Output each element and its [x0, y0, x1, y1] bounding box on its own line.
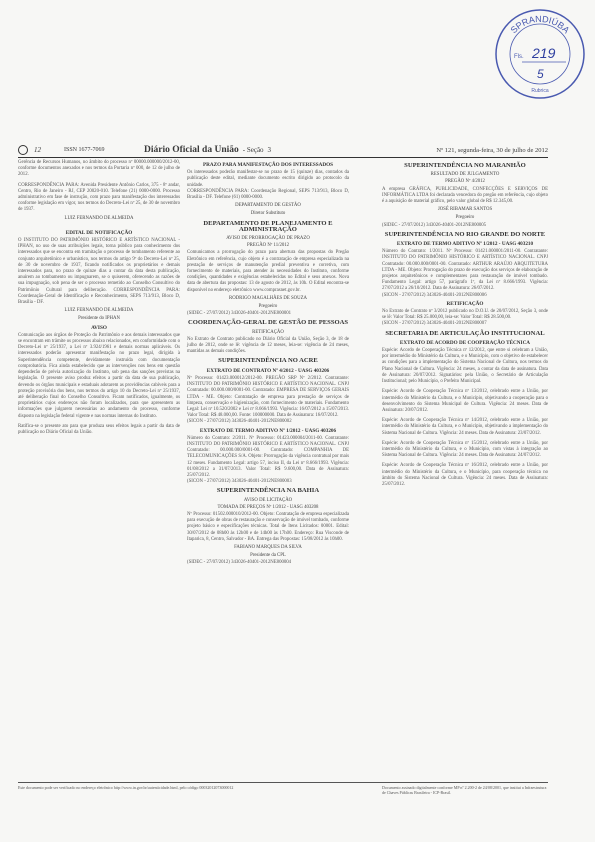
signature: DEPARTAMENTO DE GESTÃO [235, 203, 301, 209]
paragraph: Espécie: Acordo de Cooperação Técnica nº 12/2012, que entre si celebram a União, por intermédio do Ministério da Cultura, e o Município, com o objetivo de estabelecer as condições para a implementação do Sistema Nacional de Cultura, nos termos do Plano Nacional de Cultura. Vigência: 24 meses, a contar da data de assinatura. Data de Assinatura: 20/07/2012. Signatários: pela União, o Secretário de Articulação Institucional; pelo Município, o Prefeito Municipal. [382, 348, 548, 385]
coat-of-arms-icon [18, 145, 28, 155]
column-1 [18, 160, 180, 436]
notice-title: AVISO DE LICITAÇÃO [243, 497, 293, 503]
signature-role: Presidente da CPL [250, 553, 286, 559]
stamp-sub-number: 5 [537, 67, 544, 81]
section-label: - Seção [242, 146, 264, 154]
signature: FABIANO MARQUES DA SILVA [234, 544, 302, 550]
footer-divider [18, 782, 548, 783]
notice-title: EXTRATO DE TERMO ADITIVO Nº 1/2012 - UASG 403206 [199, 427, 337, 434]
paragraph: Nº Processo: 01423.000012/2012-00. PREGÃO SRP Nº 2/2012. Contratante: INSTITUTO DO PATRIMÔNIO HISTÓRICO E ARTÍSTICO NACIONAL. CNPJ Contratado: 00.000.000/0001-00. Contratado: EMPRESA DE SERVIÇOS GERAIS LTDA - ME. Objeto: Contratação de empresa para prestação de serviços de limpeza, conservação e higienização, com fornecimento de materiais. Fundamento Legal: Lei nº 10.520/2002 e Lei nº 8.666/1993. Vigência: 16/07/2012 a 15/07/2013. Valor Total: R$ 48.000,00. Fonte: 100000000. Data de Assinatura: 16/07/2012. [187, 375, 349, 419]
section-heading: AVISO [91, 324, 107, 331]
signature: JOSÉ RIBAMAR SANTOS [437, 207, 493, 213]
paragraph: Espécie: Acordo de Cooperação Técnica nº 14/2012, celebrado entre a União, por intermédio do Ministério da Cultura, e o Município, objetivando a implementação do Sistema Nacional de Cultura. Vigência: 24 meses. Data de Assinatura: 23/07/2012. [382, 418, 548, 436]
notice-subtitle: TOMADA DE PREÇOS Nº 1/2012 - UASG 403208 [217, 504, 319, 510]
page-number: 12 [34, 146, 41, 154]
notice-title: EXTRATO DE CONTRATO Nº 4/2012 - UASG 403206 [206, 367, 330, 374]
reference-code: (SIDEC - 27/07/2012) 343026-40401-2012NE800004 [187, 560, 292, 566]
department-heading: SUPERINTENDÊNCIA NO MARANHÃO [404, 162, 526, 169]
paragraph: No Extrato de Contrato nº 3/2012 publicado no D.O.U. de 20/07/2012, Seção 3, onde se lê: Valor Total: R$ 25.000,00, leia-se: Valor Total: R$ 28.500,00. [382, 309, 548, 321]
paragraph: Nº Processo: 01502.000010/2012-00. Objeto: Contratação de empresa especializada para execução de obras de restauração e conservação de imóvel tombado, conforme projeto básico e especificações técnicas. Total de Itens Licitados: 00001. Edital: 30/07/2012 de 08h00 às 12h00 e de 14h00 às 17h00. Endereço: Rua Visconde de Itaparica, 8, Centro, Salvador - BA. Entrega das Propostas: 15/08/2012 às 10h00. [187, 511, 349, 542]
journal-title: Diário Oficial da União [144, 145, 239, 155]
paragraph: CORRESPONDÊNCIA PARA: Coordenação Regional, SEPS 713/913, Bloco D, Brasília - DF. Telefone (61) 0000-0000. [187, 188, 349, 201]
notice-title: AVISO DE PRORROGAÇÃO DE PRAZO [226, 236, 310, 242]
department-heading: SECRETARIA DE ARTICULAÇÃO INSTITUCIONAL [385, 329, 545, 337]
department-heading: DEPARTAMENTO DE PLANEJAMENTO E ADMINISTRAÇÃO [203, 219, 333, 233]
paragraph: Espécie: Acordo de Cooperação Técnica nº 15/2012, celebrado entre a União, por intermédio do Ministério da Cultura, e o Município, com vistas à integração ao Sistema Nacional de Cultura. Vigência: 24 meses. Data de Assinatura: 24/07/2012. [382, 440, 548, 459]
stamp-top-text: SPRANDIÚBA [508, 13, 572, 36]
paragraph: Comunicamos a prorrogação do prazo para abertura das propostas do Pregão Eletrônico em referência, cujo objeto é a contratação de empresa especializada na prestação de serviços de manutenção predial preventiva e corretiva, com fornecimento de materiais, para atender às necessidades do Instituto, conforme condições, quantidades e exigências estabelecidas no Edital e seus anexos. Nova data de abertura das propostas: 13 de agosto de 2012, às 10h. O Edital encontra-se disponível no endereço eletrônico www.comprasnet.gov.br. [187, 250, 349, 293]
notice-title: RETIFICAÇÃO [252, 329, 284, 335]
signature: RODRIGO MAGALHÃES DE SOUZA [229, 295, 307, 301]
stamp-fls-label: Fls. [514, 54, 524, 60]
reference-code: (SICON - 27/07/2012) 343026-40401-2012NE800006 [382, 292, 487, 298]
issue-date: Nº 121, segunda-feira, 30 de julho de 2012 [436, 146, 548, 154]
paragraph: Espécie: Acordo de Cooperação Técnica nº 13/2012, celebrado entre a União, por intermédio do Ministério da Cultura, e o Município, objetivando a cooperação para o desenvolvimento do Sistema Municipal de Cultura. Vigência: 24 meses. Data de Assinatura: 20/07/2012. [382, 389, 548, 413]
department-heading: SUPERINTENDÊNCIA NO ACRE [218, 357, 318, 365]
signature-role: Pregoeiro [258, 304, 278, 310]
page-header [18, 143, 548, 158]
signature: LUIZ FERNANDO DE ALMEIDA [64, 308, 134, 314]
reference-code: (SICON - 27/07/2012) 343026-40401-2012NE800007 [382, 321, 487, 327]
notice-title: RESULTADO DE JULGAMENTO [430, 172, 500, 178]
paragraph: Gerência de Recursos Humanos, no âmbito do processo nº 00000.000000/2012-00, conforme documentos anexados e nos termos da Portaria nº 000, de 12 de julho de 2012. [18, 160, 180, 178]
notice-subtitle: PREGÃO Nº 4/2012 [445, 179, 485, 185]
paragraph: O INSTITUTO DO PATRIMÔNIO HISTÓRICO E ARTÍSTICO NACIONAL - IPHAN, no uso de suas atribuições legais, torna público para conhecimento dos interessados que se encontra em tramitação o processo de tombamento referente ao conjunto arquitetônico e urbanístico, nos termos do artigo 9º do Decreto-Lei nº 25, de 30 de novembro de 1937, ficando notificados os proprietários e demais interessados para, no prazo de quinze dias a contar da data desta publicação, anuírem ao tombamento ou impugnarem, se o quiserem, oferecendo as razões de sua impugnação, sob pena de ser o processo remetido ao Conselho Consultivo do Patrimônio Cultural para deliberação. CORRESPONDÊNCIA PARA: Coordenação-Geral de Identificação e Reconhecimento, SEPS 713/913, Bloco D, Brasília - DF. [18, 238, 180, 306]
section-heading: PRAZO PARA MANIFESTAÇÃO DOS INTERESSADOS [202, 162, 334, 168]
signature: LUIZ FERNANDO DE ALMEIDA [64, 215, 134, 221]
issn: ISSN 1677-7069 [64, 147, 105, 153]
notice-title: RETIFICAÇÃO [446, 300, 484, 307]
paragraph: Número do Contrato: 1/2011. Nº Processo: 01421.000001/2011-00. Contratante: INSTITUTO DO PATRIMÔNIO HISTÓRICO E ARTÍSTICO NACIONAL. CNPJ Contratado: 00.000.000/0001-00. Contratado: ARTHUR ARAÚJO ARQUITETURA LTDA - ME. Objeto: Prorrogação do prazo de execução dos serviços de elaboração de projetos arquitetônicos e complementares para restauração de imóvel tombado. Fundamento Legal: artigo 57, parágrafo 1º, da Lei nº 8.666/1993. Vigência: 27/07/2012 a 26/10/2012. Data de Assinatura: 26/07/2012. [382, 249, 548, 292]
signature-role: Presidente do IPHAN [78, 316, 120, 322]
stamp-bottom-text: Rubrica [531, 88, 549, 94]
reference-code: (SIDEC - 27/07/2012) 343026-40401-2012NE800001 [187, 311, 292, 317]
notice-title: EXTRATO DE ACORDO DE COOPERAÇÃO TÉCNICA [399, 339, 531, 346]
stamp-number: 219 [532, 45, 556, 61]
signature-role: Pregoeiro [455, 215, 475, 221]
paragraph: Número do Contrato: 2/2011. Nº Processo: 01423.000004/2011-00. Contratante: INSTITUTO DO PATRIMÔNIO HISTÓRICO E ARTÍSTICO NACIONAL. CNPJ Contratado: 00.000.000/0001-00. Contratado: COMPANHIA DE TELECOMUNICAÇÕES S/A. Objeto: Prorrogação da vigência contratual por mais 12 meses. Fundamento Legal: artigo 57, inciso II, da Lei nº 8.666/1993. Vigência: 01/08/2012 a 31/07/2013. Valor Total: R$ 9.600,00. Data de Assinatura: 25/07/2012. [187, 435, 349, 478]
department-heading: SUPERINTENDÊNCIA NO RIO GRANDE DO NORTE [384, 230, 546, 238]
signature-role: Diretor Substituto [250, 211, 286, 217]
paragraph: A empresa GRÁFICA, PUBLICIDADE, CONFECÇÕES E SERVIÇOS DE INFORMÁTICA LTDA foi declarada vencedora do pregão em referência, cujo objeto é a aquisição de material gráfico, pelo valor global de R$ 12.345,00. [382, 186, 548, 205]
paragraph: Espécie: Acordo de Cooperação Técnica nº 16/2012, celebrado entre a União, por intermédio do Ministério da Cultura, e o Município, para cooperação técnica no âmbito do Sistema Nacional de Cultura. Vigência: 24 meses. Data de Assinatura: 25/07/2012. [382, 463, 548, 487]
notice-title: EXTRATO DE TERMO ADITIVO Nº 1/2012 - UASG 403210 [396, 241, 534, 248]
department-heading: SUPERINTENDÊNCIA NA BAHIA [216, 487, 320, 495]
section-heading: EDITAL DE NOTIFICAÇÃO [65, 229, 133, 236]
stamp [492, 6, 588, 102]
reference-code: (SIDEC - 27/07/2012) 343026-40401-2012NE800005 [382, 222, 487, 228]
column-2 [187, 160, 349, 567]
paragraph: No Extrato de Contrato publicado no Diário Oficial da União, Seção 3, de 18 de julho de 2012, onde se lê: vigência de 12 meses, leia-se: vigência de 24 meses, mantidas as demais condições. [187, 336, 349, 355]
column-3 [382, 160, 548, 488]
footer-signature-note: Documento assinado digitalmente conforme MP nº 2.200-2 de 24/08/2001, que institui a Infraestrutura de Chaves Públicas Brasileira - ICP-Brasil. [382, 785, 547, 795]
section-number: 3 [267, 146, 272, 154]
reference-code: (SICON - 27/07/2012) 343026-40401-2012NE800002 [187, 419, 292, 425]
footer-verification: Este documento pode ser verificado no endereço eletrônico http://www.in.gov.br/autenticidade.html, pelo código 00032012073000012 [18, 785, 234, 790]
paragraph: CORRESPONDÊNCIA PARA: Avenida Presidente Antônio Carlos, 375 - 8º andar, Centro, Rio de Janeiro - RJ, CEP 20020-010. Telefone (21) 0000-0000. Processo administrativo em fase de instrução, com prazo para manifestação dos interessados conforme legislação em vigor, nos termos do Decreto-Lei nº 25, de 30 de novembro de 1937. [18, 182, 180, 213]
paragraph: Os interessados poderão manifestar-se no prazo de 15 (quinze) dias, contados da publicação deste edital, mediante documento escrito dirigido ao protocolo da unidade. [187, 170, 349, 188]
reference-code: (SICON - 27/07/2012) 343026-40401-2012NE800003 [187, 479, 292, 485]
notice-subtitle: PREGÃO Nº 11/2012 [246, 243, 290, 249]
paragraph: Comunicação aos órgãos de Proteção do Patrimônio e aos demais interessados que se encontram em trâmite os processos abaixo relacionados, em conformidade com o Decreto-Lei nº 25/1937, a Lei nº 3.924/1961 e demais normas aplicáveis. Os interessados poderão apresentar manifestação no prazo legal, dirigida à Superintendência competente, devidamente instruída com documentação comprobatória. Fica ainda estabelecido que as intervenções nos bens em questão dependerão de prévia autorização do Instituto, sob pena das sanções previstas na legislação. O presente aviso produz efeitos a partir da data de sua publicação, devendo os órgãos municipais e estaduais adotarem as providências cabíveis para a proteção provisória dos bens, nos termos do artigo 10 do Decreto-Lei nº 25/1937, até deliberação final do Conselho Consultivo. Ficam notificados, igualmente, os proprietários cujos endereços não foram localizados, para que apresentem as informações que julgarem necessárias ao andamento do processo, conforme disposto na legislação federal vigente e nas normas internas do Instituto. [18, 332, 180, 419]
paragraph: Ratifica-se o presente ato para que produza seus efeitos legais a partir da data de publicação no Diário Oficial da União. [18, 423, 180, 435]
department-heading: COORDENAÇÃO-GERAL DE GESTÃO DE PESSOAS [187, 319, 349, 327]
